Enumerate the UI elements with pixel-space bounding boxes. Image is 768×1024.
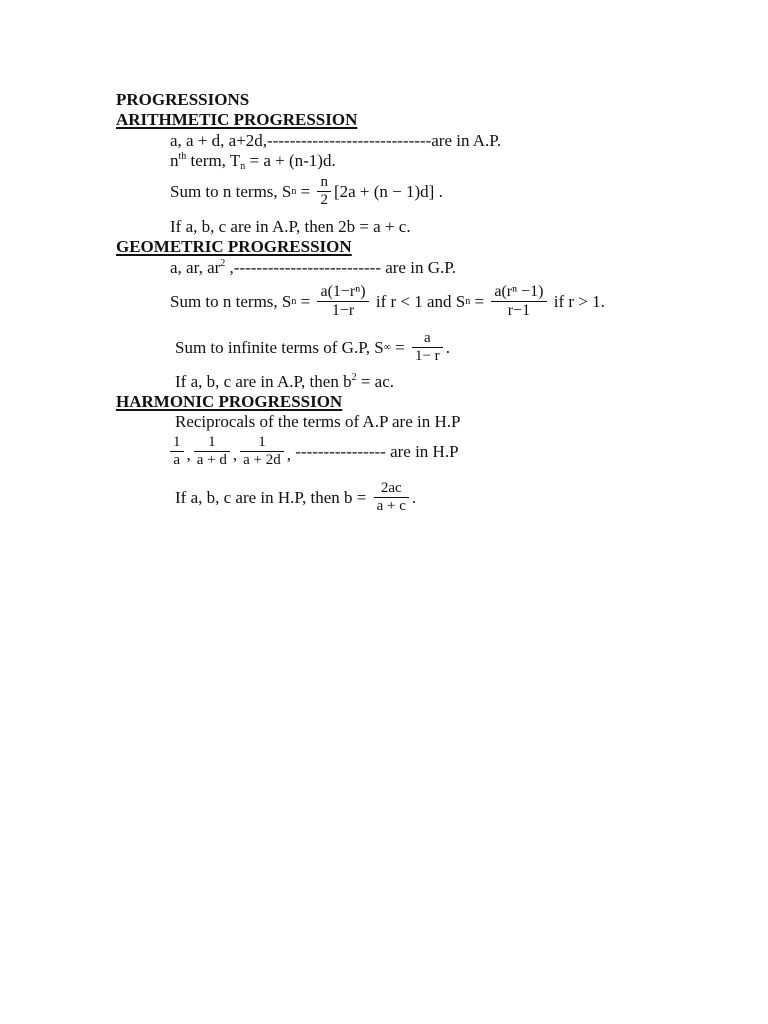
ap-sum-formula: Sum to n terms, S n = $\frac{n}{2}$ [2a + (n − 1)d] . — [170, 174, 443, 208]
hp-mean-fraction: $\frac{2ac}{a + c}$ — [374, 480, 409, 515]
gp-sequence: a, ar, $ar^2$ ,-------------------------- are in G.P. — [170, 258, 457, 277]
gp-sum-fraction-2: $\frac{\text{a(rⁿ −1)}}{r-1}$ — [491, 283, 546, 320]
hp-mean: If a, b, c are in H.P, then b = $\frac{2ac}{a + c}$ . — [175, 480, 417, 514]
hp-fraction-2: $\frac{1}{a + d}$ — [194, 434, 230, 469]
gp-mean: If a, b, c are in A.P, then $b^2$ = ac. — [175, 372, 395, 391]
hp-fraction-1: $\frac{1}{a}$ — [170, 434, 184, 469]
page-title: PROGRESSIONS — [116, 90, 250, 109]
hp-fraction-3: $\frac{1}{a + 2d}$ — [240, 434, 284, 469]
ap-sum-fraction: $\frac{n}{2}$ — [317, 174, 331, 209]
ap-heading: ARITHMETIC PROGRESSION — [116, 110, 358, 129]
gp-sum-formula: Sum to n terms, S n = $\frac{\text{a(1−rⁿ)}}{1-r}$ if r < 1 and S n = $\frac{\text{a(rⁿ −1)}}{r-1}$ if r > 1. — [170, 283, 605, 319]
ap-sequence: a, a + d, a+2d,-----------------------------are in A.P. — [170, 131, 502, 150]
hp-sequence: $\frac{1}{a}$ , $\frac{1}{a + d}$ , $\frac{1}{a + 2d}$ , ---------------- are in H.P — [170, 434, 459, 469]
ap-mean: If a, b, c are in A.P, then 2b = a + c. — [170, 217, 411, 236]
ap-nth-term: $n^{th}$ term, $T_n = a + (n-1)d$. — [170, 151, 336, 172]
hp-heading: HARMONIC PROGRESSION — [116, 392, 343, 411]
gp-infinite-sum: Sum to infinite terms of G.P, S ∞ = $\frac{a}{1- r}$ . — [175, 330, 450, 364]
gp-sum-fraction-1: $\frac{\text{a(1−rⁿ)}}{1-r}$ — [317, 283, 368, 320]
hp-definition: Reciprocals of the terms of A.P are in H.P — [175, 412, 461, 431]
gp-infinite-fraction: $\frac{a}{1- r}$ — [412, 330, 443, 365]
gp-heading: GEOMETRIC PROGRESSION — [116, 237, 352, 256]
